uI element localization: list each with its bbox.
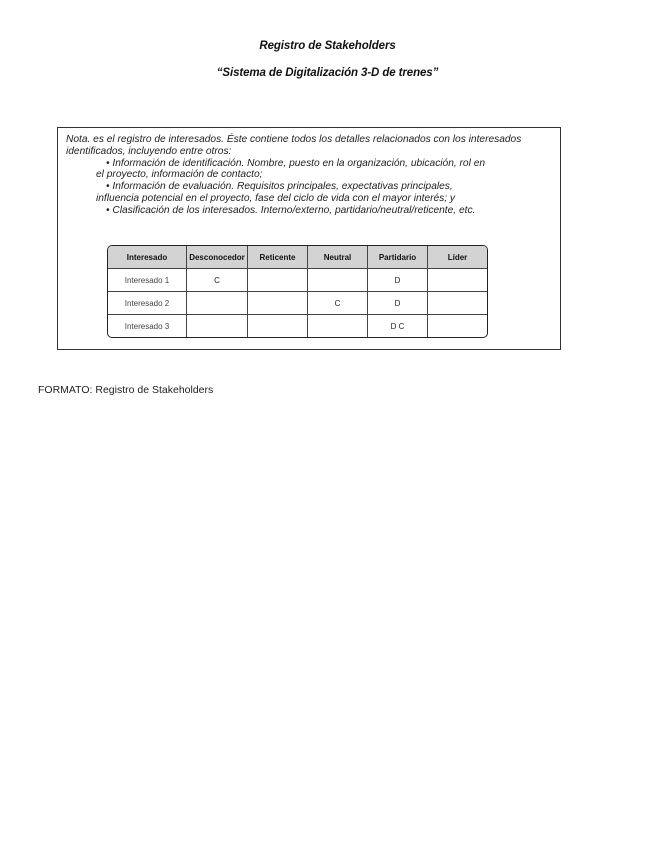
table-cell: D <box>368 292 428 315</box>
table-cell: D <box>368 269 428 292</box>
column-header-lider: Líder <box>428 246 487 269</box>
table-row <box>108 292 487 315</box>
table-cell <box>248 292 308 315</box>
column-header-interesado: Interesado <box>108 246 187 269</box>
note-bullet-evaluation: • Información de evaluación. Requisitos principales, expectativas principales, <box>106 181 453 193</box>
table-cell <box>248 315 308 337</box>
table-cell <box>187 315 248 337</box>
column-header-neutral: Neutral <box>308 246 368 269</box>
table-cell <box>187 292 248 315</box>
table-cell: Interesado 1 <box>108 269 187 292</box>
table-cell <box>308 315 368 337</box>
note-intro: Nota. es el registro de interesados. Éste contiene todos los detalles relacionados con los interesados identificados, incluyendo entre otros: <box>66 134 522 157</box>
table-cell: C <box>308 292 368 315</box>
table-row <box>108 269 487 292</box>
document-title: Registro de Stakeholders <box>259 40 396 52</box>
table-cell: Interesado 3 <box>108 315 187 337</box>
note-bullet-identification-cont: el proyecto, información de contacto; <box>96 169 263 181</box>
column-header-partidario: Partidario <box>368 246 428 269</box>
table-header-row <box>108 246 487 269</box>
note-box <box>57 127 561 350</box>
table-cell <box>308 269 368 292</box>
column-header-reticente: Reticente <box>248 246 308 269</box>
column-header-desconocedor: Desconocedor <box>187 246 248 269</box>
table-cell: C <box>187 269 248 292</box>
table-cell <box>248 269 308 292</box>
stakeholder-table <box>107 245 488 338</box>
note-text <box>66 134 556 217</box>
table-cell: D C <box>368 315 428 337</box>
table-cell <box>428 315 487 337</box>
document-subtitle: “Sistema de Digitalización 3-D de trenes” <box>216 67 439 79</box>
table-cell: Interesado 2 <box>108 292 187 315</box>
note-bullet-evaluation-cont: influencia potencial en el proyecto, fase del ciclo de vida con el mayor interés; y <box>96 192 456 204</box>
note-bullet-classification: • Clasificación de los interesados. Interno/externo, partidario/neutral/reticente, etc. <box>106 204 476 216</box>
note-bullet-identification: • Información de identificación. Nombre, puesto en la organización, ubicación, rol en <box>106 157 486 169</box>
table-cell <box>428 269 487 292</box>
table-row <box>108 315 487 337</box>
table-cell <box>428 292 487 315</box>
figure-caption: FORMATO: Registro de Stakeholders <box>38 384 214 396</box>
